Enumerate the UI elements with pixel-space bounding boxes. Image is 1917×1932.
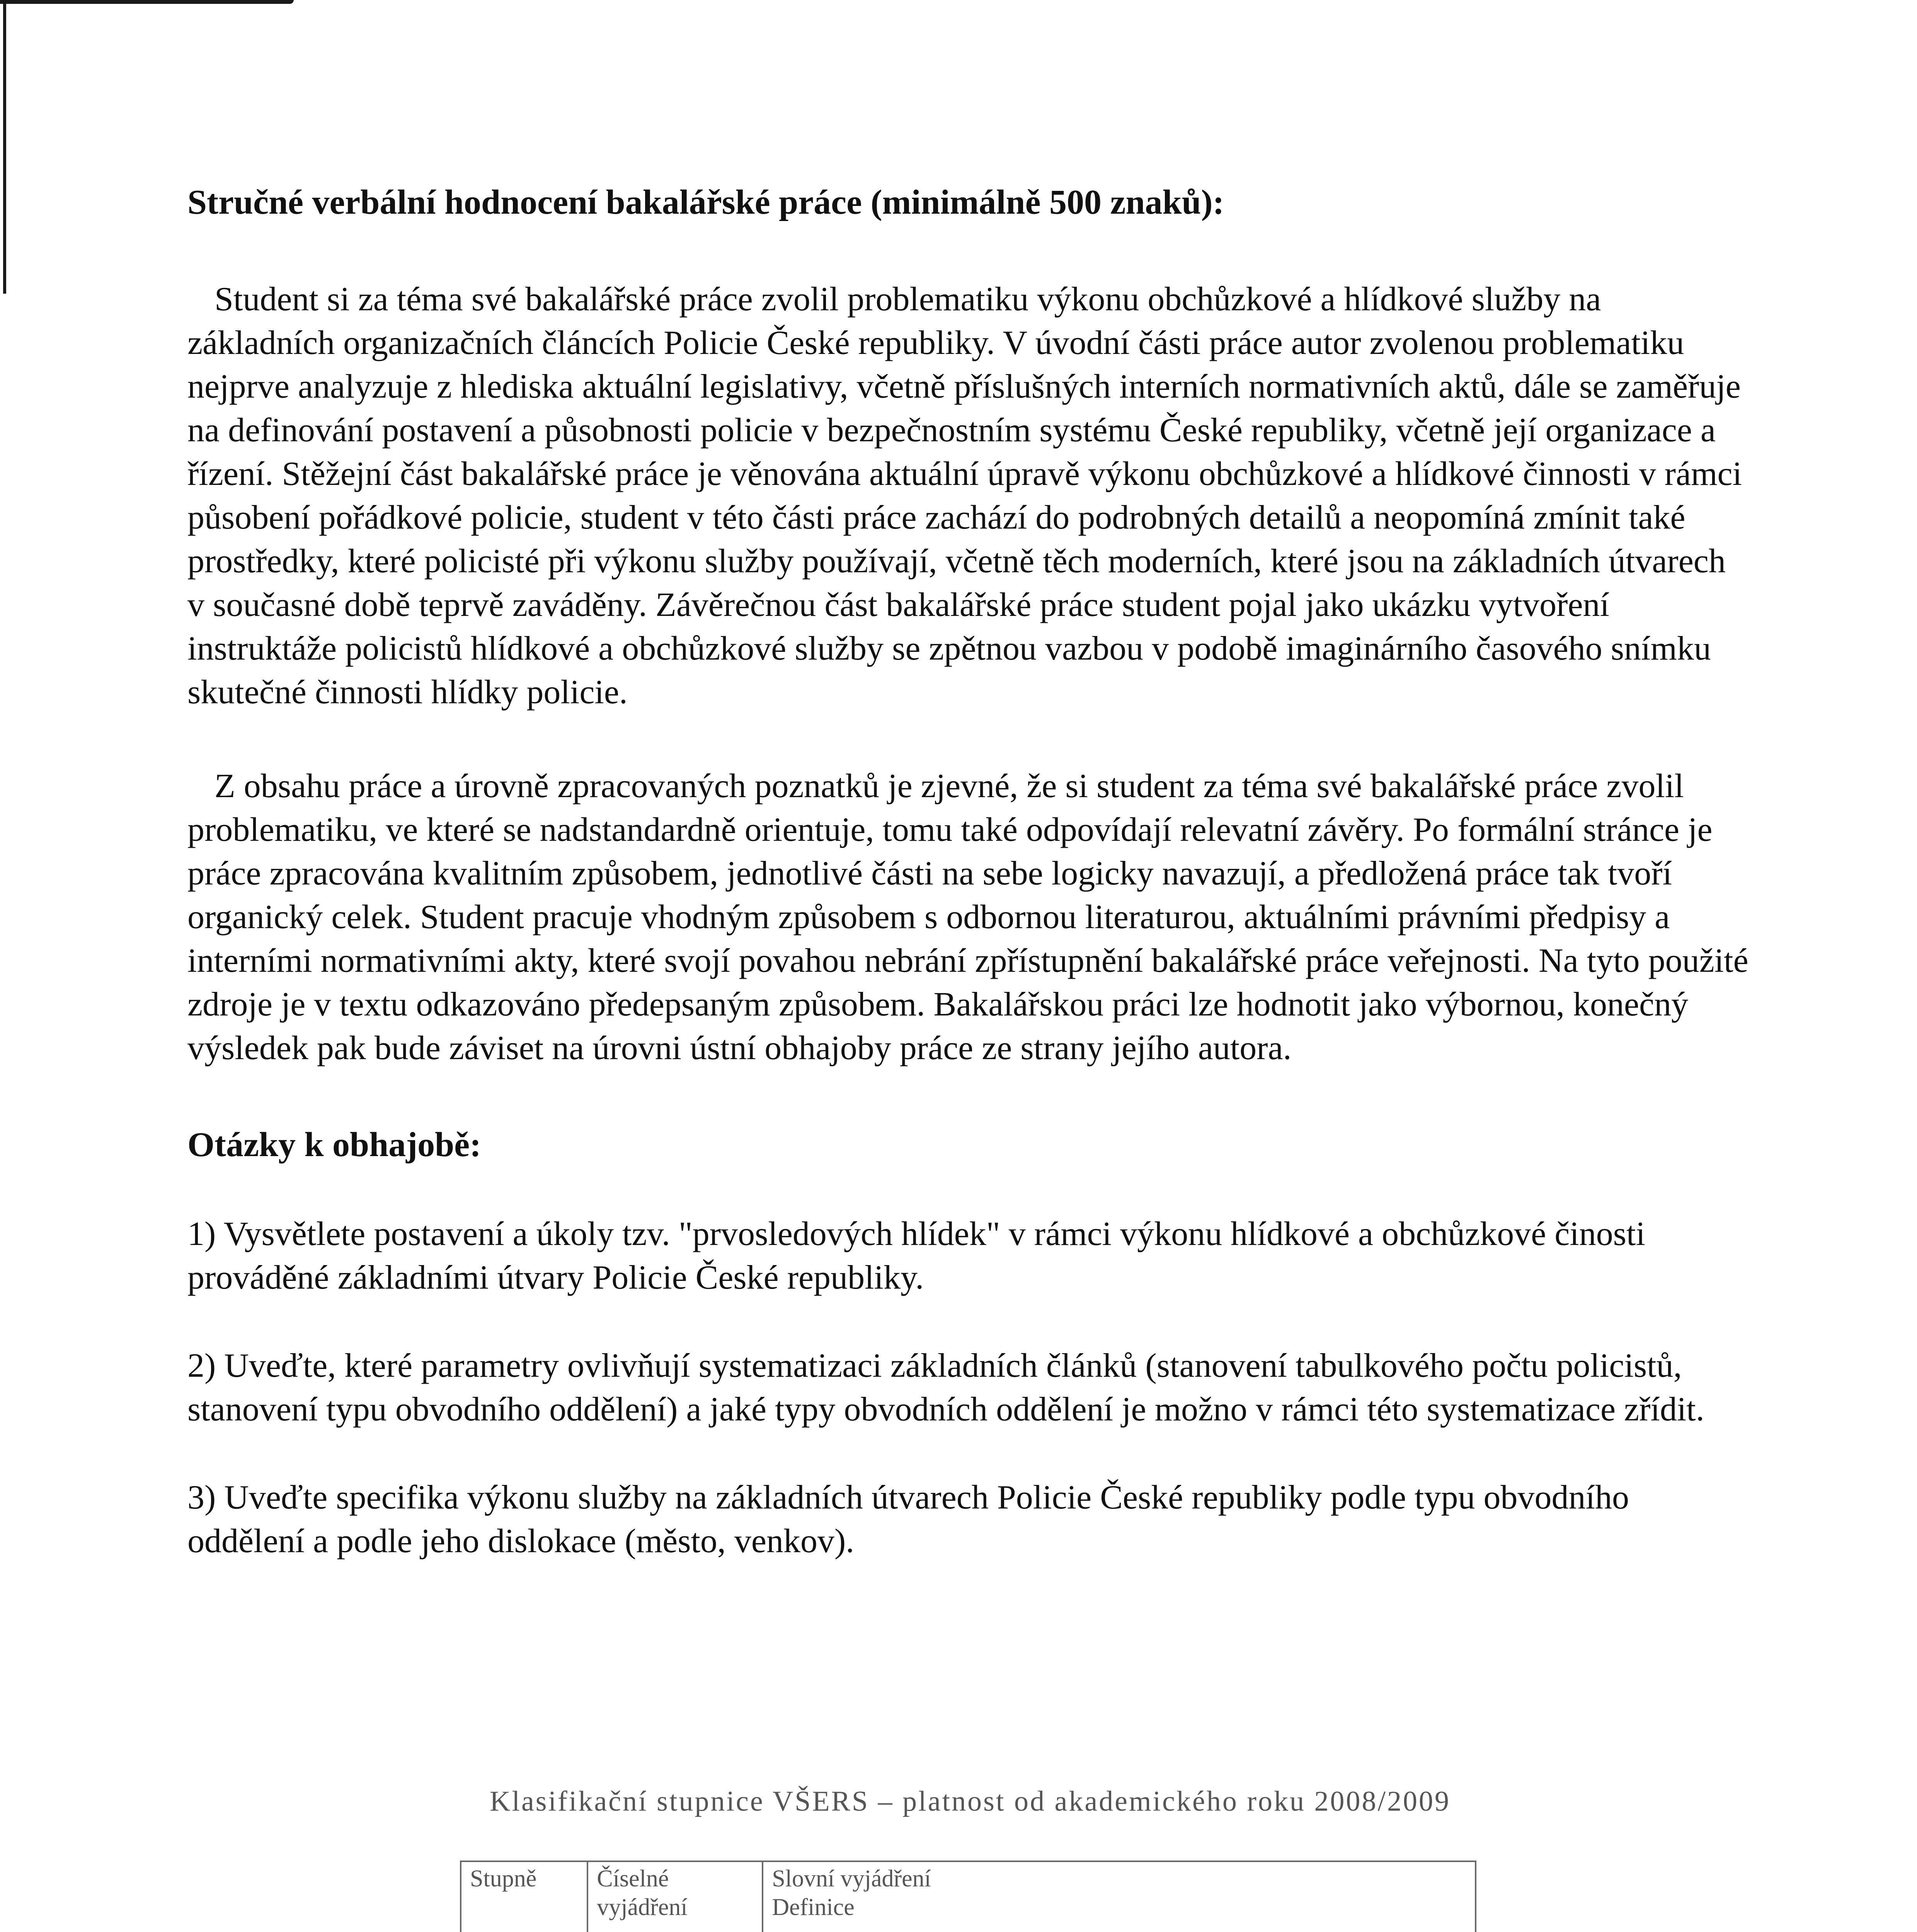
header-verbal xyxy=(763,1861,1476,1932)
table-header-row xyxy=(461,1861,1476,1932)
questions-heading: Otázky k obhajobě: xyxy=(187,1126,482,1164)
scan-edge-mark-left xyxy=(3,0,6,294)
evaluation-heading: Stručné verbální hodnocení bakalářské práce (minimálně 500 znaků): xyxy=(187,183,1224,221)
header-numeric: Číselné vyjádření xyxy=(587,1861,763,1932)
document-page xyxy=(187,182,1749,1563)
question-item: 3) Uveďte specifika výkonu služby na základních útvarech Policie České republiky podle typu obvodního oddělení a podle jeho dislokace (město, venkov). xyxy=(187,1479,1629,1560)
grading-scale-title: Klasifikační stupnice VŠERS – platnost od akademického roku 2008/2009 xyxy=(489,1786,1451,1817)
question-item: 1) Vysvětlete postavení a úkoly tzv. "prvosledových hlídek" v rámci výkonu hlídkové a obchůzkové činosti prováděné základními útvary Policie České republiky. xyxy=(187,1215,1645,1296)
header-grade: Stupně xyxy=(461,1861,587,1932)
evaluation-paragraph: Z obsahu práce a úrovně zpracovaných poznatků je zjevné, že si student za téma své bakalářské práce zvolil problematiku, ve které se nadstandardně orientuje, tomu také odpovídají relevatní závěry. Po formální stránce je práce zpracována kvalitním způsobem, jednotlivé části na sebe logicky navazují, a předložená práce tak tvoří organický celek. Student pracuje vhodným způsobem s odbornou literaturou, aktuálními právními předpisy a interními normativními akty, které svojí povahou nebrání zpřístupnění bakalářské práce veřejnosti. Na tyto použité zdroje je v textu odkazováno předepsaným způsobem. Bakalářskou práci lze hodnotit jako výbornou, konečný výsledek pak bude záviset na úrovni ústní obhajoby práce ze strany jejího autora. xyxy=(187,767,1748,1067)
evaluation-paragraph: Student si za téma své bakalářské práce zvolil problematiku výkonu obchůzkové a hlídkové služby na základních organizačních článcích Policie České republiky. V úvodní části práce autor zvolenou problematiku nejprve analyzuje z hlediska aktuální legislativy, včetně příslušných interních normativních aktů, dále se zaměřuje na definování postavení a působnosti policie v bezpečnostním systému České republiky, včetně její organizace a řízení. Stěžejní část bakalářské práce je věnována aktuální úpravě výkonu obchůzkové a hlídkové činnosti v rámci působení pořádkové policie, student v této části práce zachází do podrobných detailů a neopomíná zmínit také prostředky, které policisté při výkonu služby používají, včetně těch moderních, které jsou na základních útvarech v současné době teprvě zaváděny. Závěrečnou část bakalářské práce student pojal jako ukázku vytvoření instruktáže policistů hlídkové a obchůzkové služby se zpětnou vazbou v podobě imaginárního časového snímku skutečné činnosti hlídky policie. xyxy=(187,281,1742,711)
header-verbal-label: Slovní vyjádření xyxy=(772,1866,931,1892)
grading-scale-table xyxy=(460,1861,1476,1932)
scan-edge-mark-top xyxy=(0,0,294,4)
question-item: 2) Uveďte, které parametry ovlivňují systematizaci základních článků (stanovení tabulkového počtu policistů, stanovení typu obvodního oddělení) a jaké typy obvodních oddělení je možno v rámci této systematizace zřídit. xyxy=(187,1347,1704,1428)
header-definition-label: Definice xyxy=(772,1894,855,1921)
